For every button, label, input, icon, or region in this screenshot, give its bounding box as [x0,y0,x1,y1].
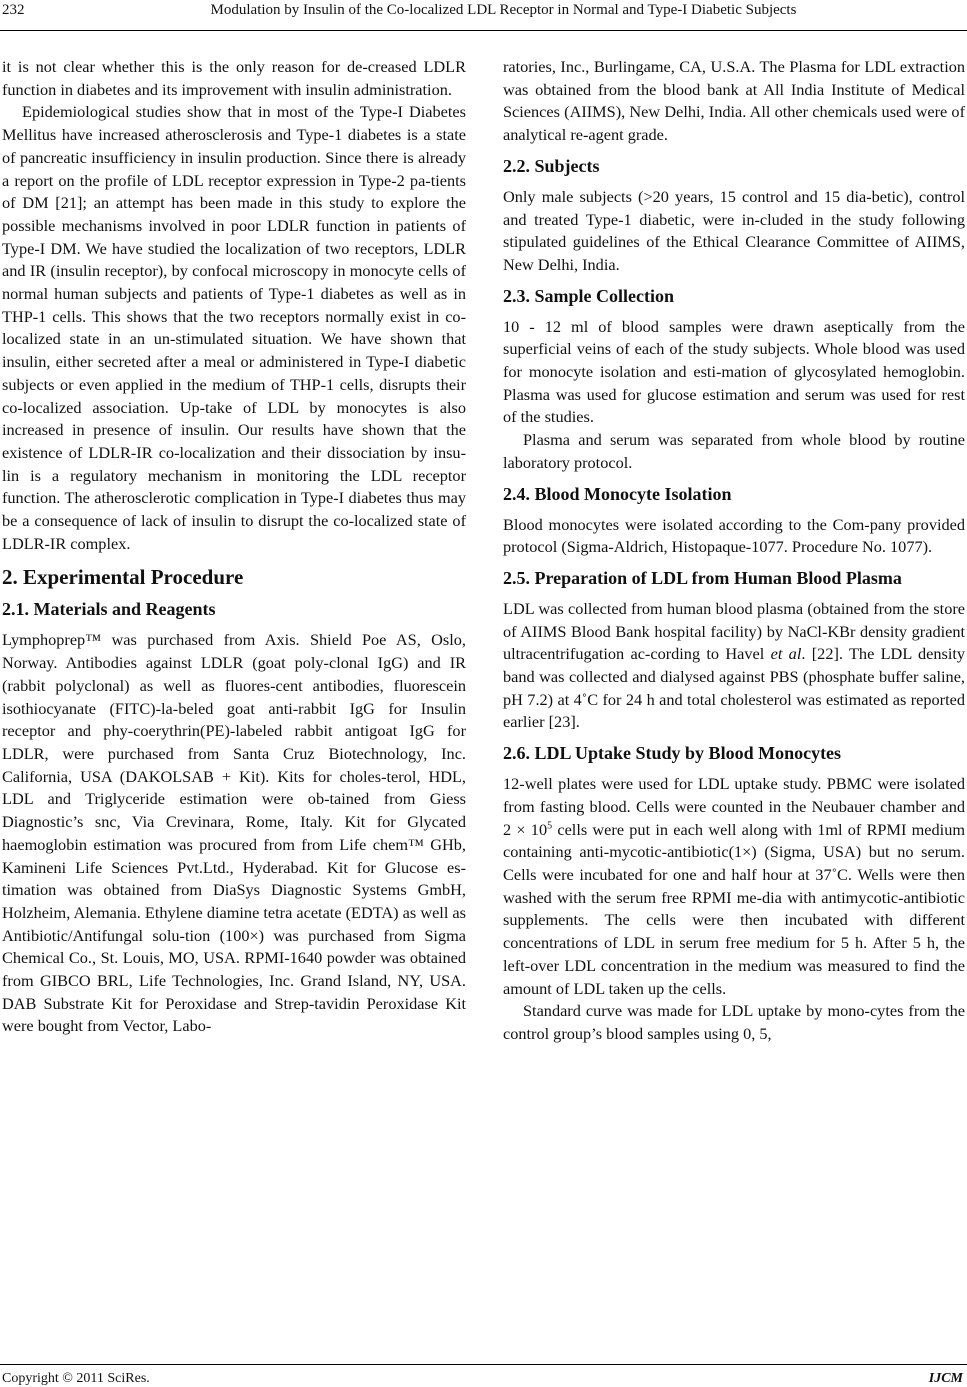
subsection-heading: 2.5. Preparation of LDL from Human Blood Plasma [503,567,902,588]
subsection-heading: 2.3. Sample Collection [503,285,674,306]
paragraph: Epidemiological studies show that in most of the Type-I Diabetes Mellitus have increased atherosclerosis and Type-1 diabetes is a state of pancreatic insufficiency in insulin production. Since there is already a report on the profile of LDL receptor expression in Type-2 pa-tients of DM [21]; an attempt has been made in this study to explore the possible mechanisms involved in poor LDLR function in patients of Type-I DM. We have studied the localization of two receptors, LDLR and IR (insulin receptor), by confocal microscopy in monocyte cells of normal human subjects and patients of Type-1 diabetes as well as in THP-1 cells. This shows that the two receptors normally exist in co-localized state in an un-stimulated situation. We have shown that insulin, either secreted after a meal or administered in Type-I diabetic subjects or even applied in the medium of THP-1 cells, disrupts their co-localized association. Up-take of LDL by monocytes is also increased in presence of insulin. Our results have shown that the existence of LDLR-IR co-localization and their dissociation by insu-lin is a regulatory mechanism in monitoring the LDL receptor function. The atherosclerotic complication in Type-I diabetes thus may be a consequence of lack of insulin to disrupt the co-localized state of LDLR-IR complex. [2,102,466,553]
paragraph [503,598,965,734]
paragraph: it is not clear whether this is the only reason for de-creased LDLR function in diabetes and its improvement with insulin administration. [2,57,466,99]
paragraph: Standard curve was made for LDL uptake by mono-cytes from the control group’s blood samples using 0, 5, [503,1001,965,1043]
paragraph: Plasma and serum was separated from whole blood by routine laboratory protocol. [503,430,965,472]
paragraph: 10 - 12 ml of blood samples were drawn aseptically from the superficial veins of each of the study subjects. Whole blood was used for monocyte isolation and esti-mation of glycosylated hemoglobin. Plasma was used for glucose estimation and serum was used for rest of the studies. [503,316,965,427]
journal-abbrev: IJCM [928,1371,963,1386]
subsection-heading: 2.4. Blood Monocyte Isolation [503,483,732,504]
page-number: 232 [2,2,25,18]
superscript: 5 [547,820,553,832]
left-column [2,56,466,1038]
paragraph [503,773,965,1000]
paragraph: Lymphoprep™ was purchased from Axis. Shield Poe AS, Oslo, Norway. Antibodies against LDLR (goat poly-clonal IgG) and IR (rabbit polyclonal) as well as fluores-cent antibodies, fluorescein isothiocyanate (FITC)-la-beled goat anti-rabbit IgG for Insulin receptor and phy-coerythrin(PE)-labeled rabbit antigoat IgG for LDLR, were purchased from Santa Cruz Biotechnology, Inc. California, USA (DAKOLSAB + Kit). Kits for choles-terol, HDL, LDL and Triglyceride estimation were ob-tained from Giess Diagnostic’s snc, Via Crevinara, Rome, Italy. Kit for Glycated haemoglobin estimation was procured from from Life chem™ GHb, Kamineni Life Sciences Pvt.Ltd., Hyderabad. Kit for Glucose es-timation was obtained from DiaSys Diagnostic Systems GmbH, Holzheim, Alemania. Ethylene diamine tetra acetate (EDTA) as well as Antibiotic/Antifungal solu-tion (100×) was purchased from Sigma Chemical Co., St. Louis, MO, USA. RPMI-1640 powder was obtained from GIBCO BRL, Life Technologies, Inc. Grand Island, NY, USA. DAB Substrate Kit for Peroxidase and Strep-tavidin Peroxidase Kit were bought from Vector, Labo- [2,630,466,1036]
subsection-heading: 2.6. LDL Uptake Study by Blood Monocytes [503,743,842,764]
paragraph: Only male subjects (>20 years, 15 control and 15 dia-betic), control and treated Type-1 diabetic, were in-cluded in the study following stipulated guidelines of the Ethical Clearance Committee of AIIMS, New Delhi, India. [503,186,965,274]
copyright-notice: Copyright © 2011 SciRes. [2,1371,150,1386]
page-footer [0,1364,967,1387]
right-column [503,56,965,1046]
citation-etal: et al [770,644,802,664]
subsection-heading: 2.1. Materials and Reagents [2,599,216,620]
paragraph: ratories, Inc., Burlingame, CA, U.S.A. The Plasma for LDL extraction was obtained from the blood bank at All India Institute of Medical Sciences (AIIMS), New Delhi, India. All other chemicals used were of analytical re-agent grade. [503,57,965,145]
text-run: 12-well plates were used for LDL uptake study. PBMC were isolated from fasting blood. Cells were counted in the Neubauer chamber and 2 × 10 [503,774,965,839]
running-title: Modulation by Insulin of the Co-localized LDL Receptor in Normal and Type-I Diabetic Subjects [210,2,797,18]
text-run: LDL was collected from human blood plasma (obtained from the store of AIIMS Blood Bank hospital facility) by NaCl-KBr density gradient ultracentrifugation ac-cording to Havel [503,598,965,664]
page-header [0,0,967,31]
text-run: cells were put in each well along with 1ml of RPMI medium containing anti-mycotic-antibiotic(1×) (Sigma, USA) but no serum. Cells were incubated for one and half hour at 37˚C. Wells were then washed with the serum free RPMI me-dia with antimycotic-antibiotic supplements. The cells were then incubated with different concentrations of LDL in serum free medium for 5 h. After 5 h, the left-over LDL concentration in the medium was measured to find the amount of LDL taken up the cells. [503,819,965,998]
section-heading: 2. Experimental Procedure [2,565,244,590]
paragraph: Blood monocytes were isolated according to the Com-pany provided protocol (Sigma-Aldrich, Histopaque-1077. Procedure No. 1077). [503,514,965,557]
subsection-heading: 2.2. Subjects [503,155,600,176]
text-run: . [22]. The LDL density band was collected and dialysed against PBS (phosphate buffer saline, pH 7.2) at 4˚C for 24 h and total cholesterol was estimated as reported earlier [23]. [503,644,966,732]
